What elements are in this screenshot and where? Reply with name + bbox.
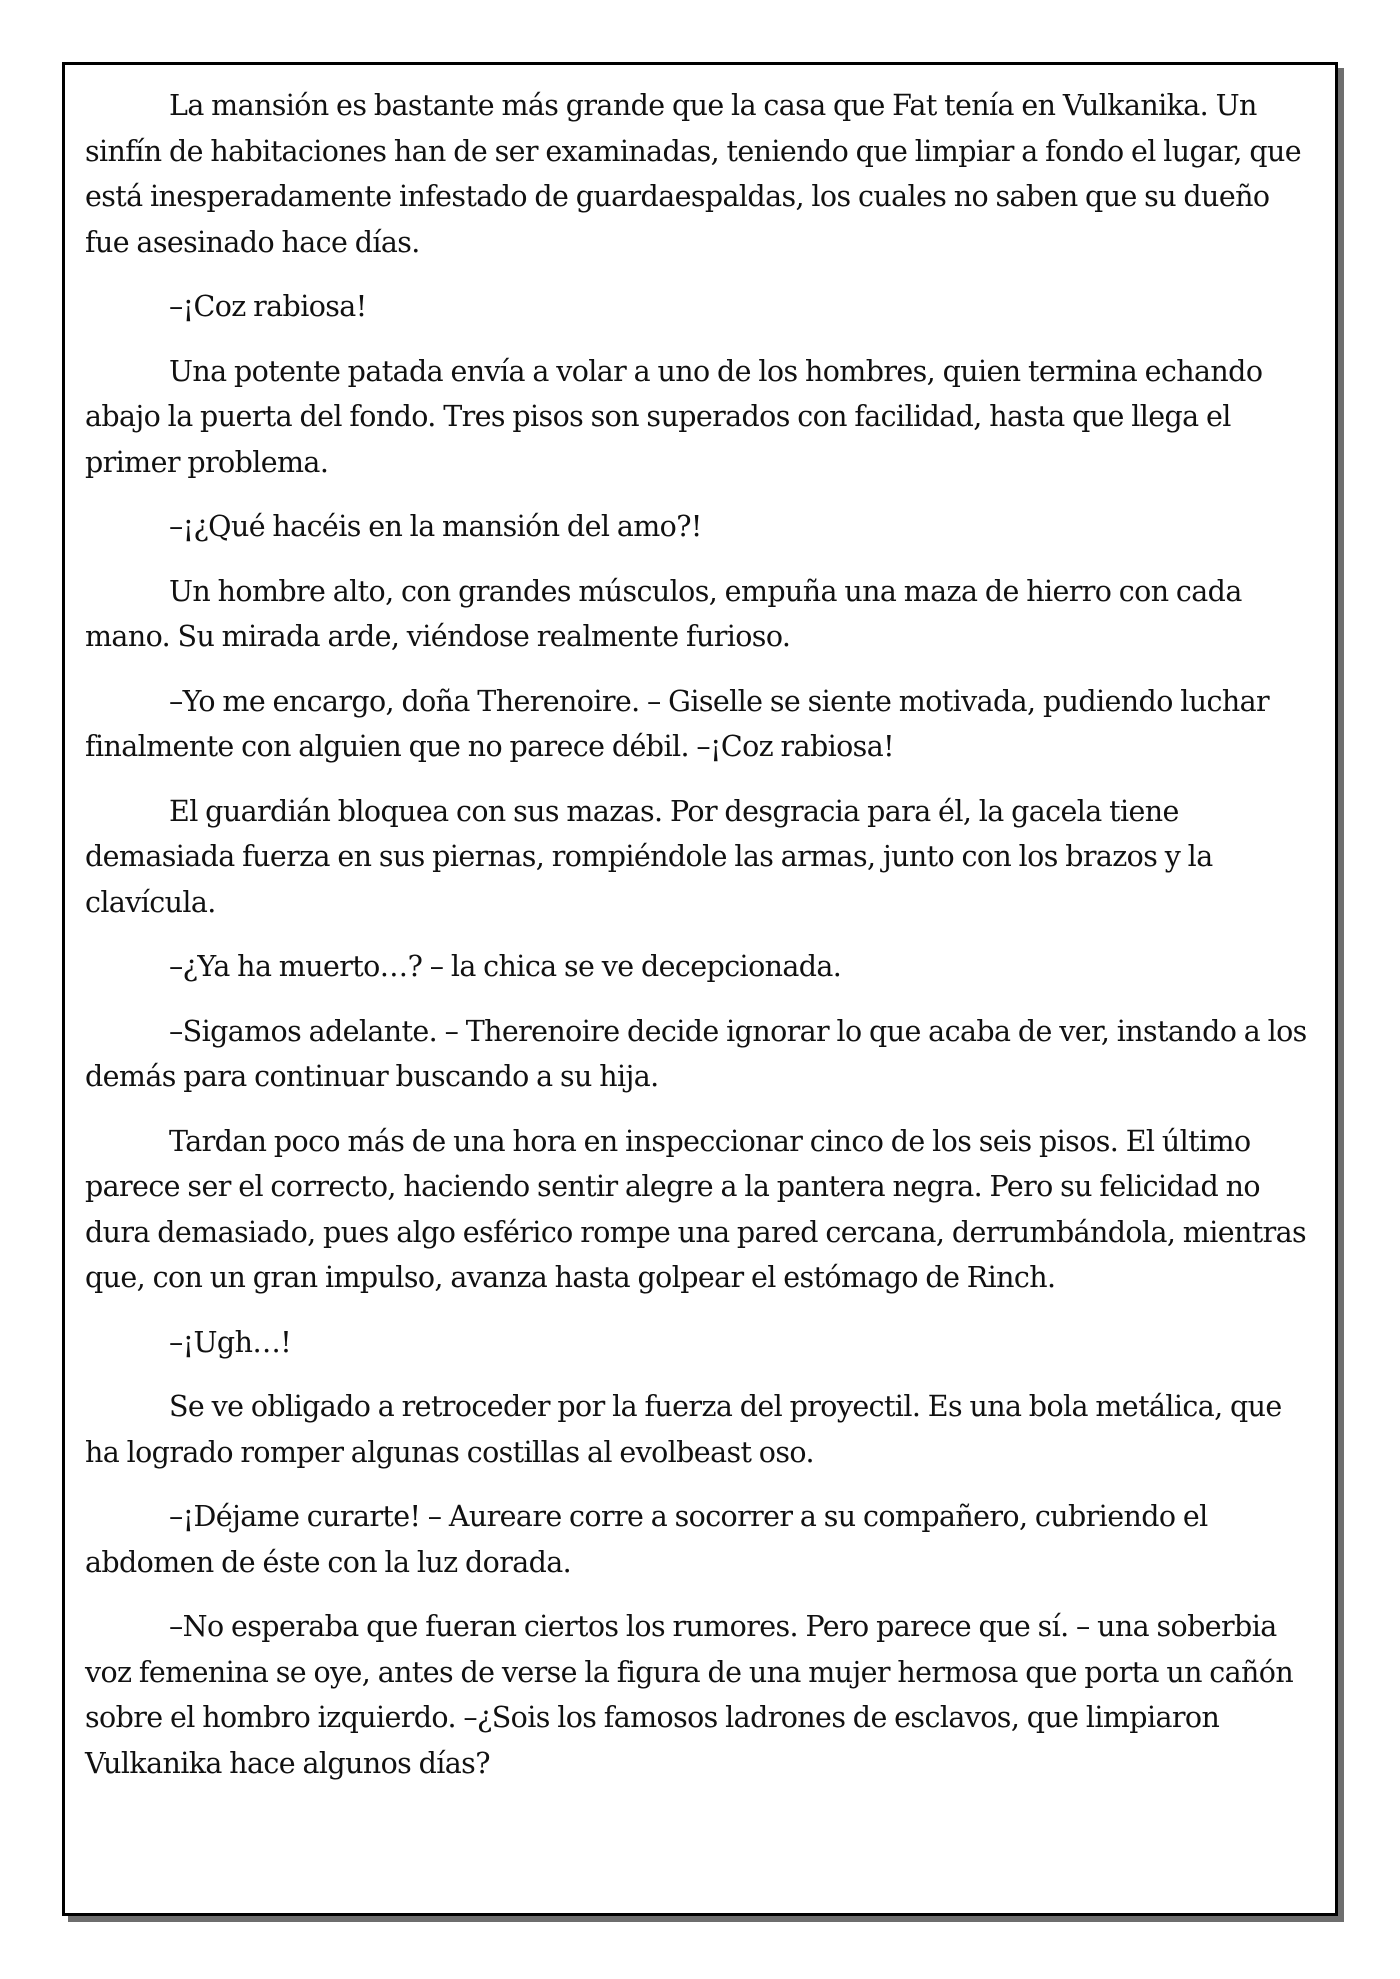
paragraph-10: Tardan poco más de una hora en inspeccionar cinco de los seis pisos. El último parece ser el correcto, haciendo sentir alegre a la pantera negra. Pero su felicidad no dura demasiado, pues algo esférico rompe una pared cercana, derrumbándola, mientras que, con un gran impulso, avanza hasta golpear el estómago de Rinch. (85, 1124, 1307, 1294)
paragraph-11: –¡Ugh…! (169, 1325, 292, 1359)
page-frame (62, 62, 1338, 1916)
paragraph-6: –Yo me encargo, doña Therenoire. – Giselle se siente motivada, pudiendo luchar finalmente con alguien que no parece débil. –¡Coz rabiosa! (85, 684, 1270, 763)
paragraph-3: Una potente patada envía a volar a uno de los hombres, quien termina echando abajo la puerta del fondo. Tres pisos son superados con facilidad, hasta que llega el primer problema. (85, 354, 1263, 479)
paragraph-1: La mansión es bastante más grande que la casa que Fat tenía en Vulkanika. Un sinfín de habitaciones han de ser examinadas, teniendo que limpiar a fondo el lugar, que está inesperadamente infestado de guardaespaldas, los cuales no saben que su dueño fue asesinado hace días. (85, 89, 1302, 259)
paragraph-8: –¿Ya ha muerto…? – la chica se ve decepcionada. (169, 950, 842, 983)
paragraph-2: –¡Coz rabiosa! (169, 290, 367, 323)
paragraph-9: –Sigamos adelante. – Therenoire decide ignorar lo que acaba de ver, instando a los demás para continuar buscando a su hija. (85, 1014, 1307, 1093)
paragraph-7: El guardián bloquea con sus mazas. Por desgracia para él, la gacela tiene demasiada fuerza en sus piernas, rompiéndole las armas, junto con los brazos y la clavícula. (85, 794, 1213, 919)
paragraph-4: –¡¿Qué hacéis en la mansión del amo?! (169, 510, 702, 543)
paragraph-5: Un hombre alto, con grandes músculos, empuña una maza de hierro con cada mano. Su mirada arde, viéndose realmente furioso. (85, 574, 1242, 653)
paragraph-13: –¡Déjame curarte! – Aureare corre a socorrer a su compañero, cubriendo el abdomen de éste con la luz dorada. (85, 1500, 1208, 1579)
text-body (85, 83, 1317, 1805)
paragraph-12: Se ve obligado a retroceder por la fuerza del proyectil. Es una bola metálica, que ha logrado romper algunas costillas al evolbeast oso. (85, 1390, 1282, 1469)
paragraph-14: –No esperaba que fueran ciertos los rumores. Pero parece que sí. – una soberbia voz femenina se oye, antes de verse la figura de una mujer hermosa que porta un cañón sobre el hombro izquierdo. –¿Sois los famosos ladrones de esclavos, que limpiaron Vulkanika hace algunos días? (85, 1610, 1294, 1780)
